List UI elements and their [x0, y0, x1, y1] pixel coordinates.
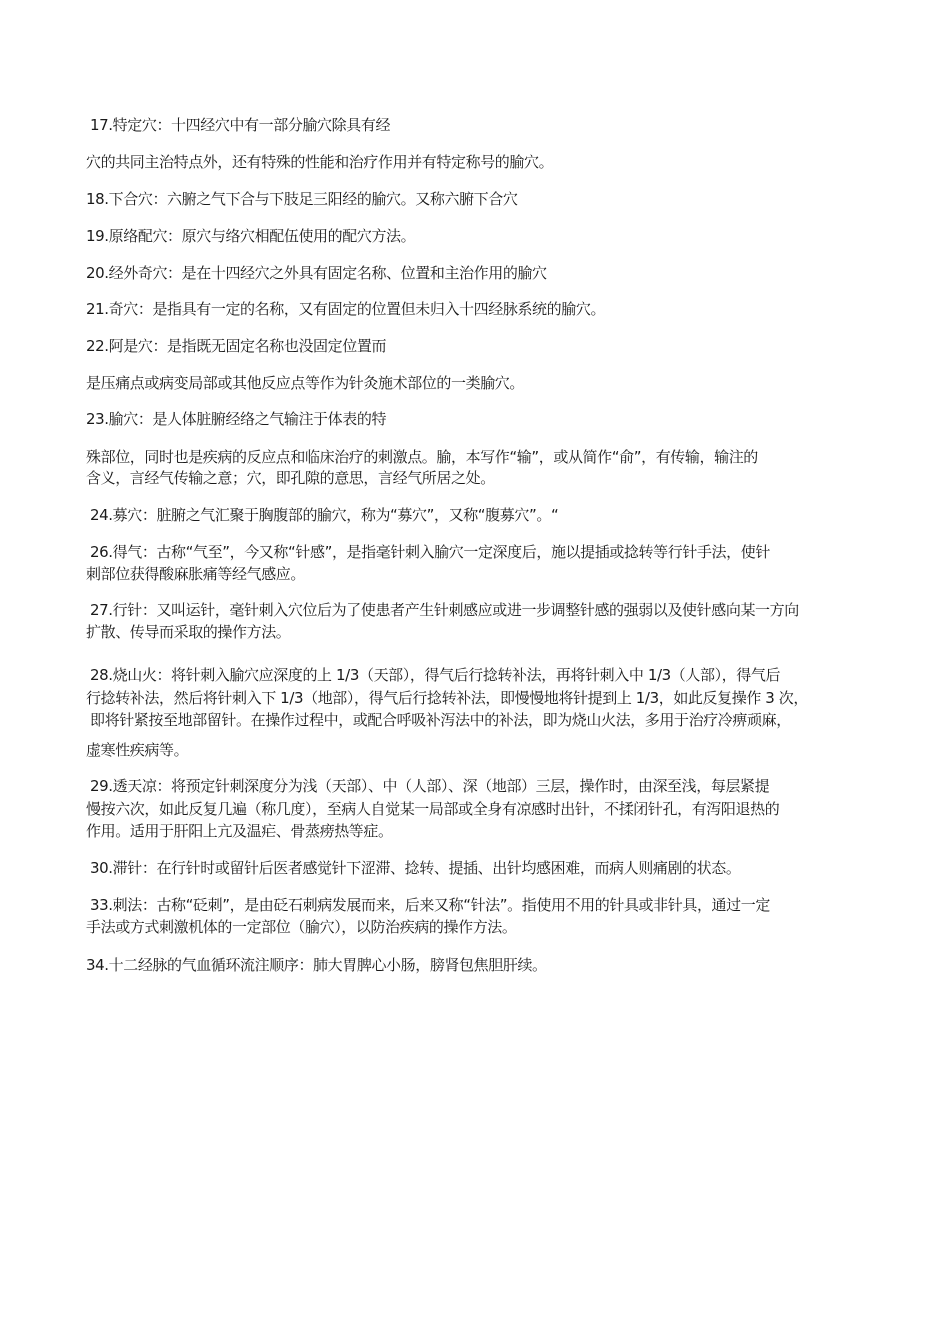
text-line: 18.下合穴：六腑之气下合与下肢足三阳经的腧穴。又称六腑下合穴	[86, 190, 518, 208]
text-line: 26.得气：古称“气至”，今又称“针感”，是指毫针刺入腧穴一定深度后，施以提插或捻转等行针手法，使针	[90, 543, 770, 561]
text-line: 是压痛点或病变局部或其他反应点等作为针灸施术部位的一类腧穴。	[86, 374, 525, 392]
text-line: 含义，言经气传输之意；穴，即孔隙的意思，言经气所居之处。	[86, 469, 495, 487]
text-line: 20.经外奇穴：是在十四经穴之外具有固定名称、位置和主治作用的腧穴	[86, 264, 547, 282]
text-line: 17.特定穴：十四经穴中有一部分腧穴除具有经	[90, 116, 391, 134]
text-line: 作用。适用于肝阳上亢及温疟、骨蒸痨热等症。	[86, 822, 393, 840]
text-line: 23.腧穴：是人体脏腑经络之气输注于体表的特	[86, 410, 387, 428]
text-line: 28.烧山火：将针刺入腧穴应深度的上 1/3（天部），得气后行捻转补法，再将针刺入中 1/3（人部），得气后	[90, 666, 781, 684]
text-line: 33.刺法：古称“砭刺”，是由砭石刺病发展而来，后来又称“针法”。指使用不用的针具或非针具，通过一定	[90, 896, 770, 914]
text-line: 穴的共同主治特点外，还有特殊的性能和治疗作用并有特定称号的腧穴。	[86, 153, 554, 171]
text-line: 即将针紧按至地部留针。在操作过程中，或配合呼吸补泻法中的补法，即为烧山火法，多用于治疗冷痹顽麻，	[90, 711, 791, 729]
text-line: 行捻转补法，然后将针刺入下 1/3（地部），得气后行捻转补法，即慢慢地将针提到上 1/3，如此反复操作 3 次，	[86, 689, 809, 707]
text-line: 刺部位获得酸麻胀痛等经气感应。	[86, 565, 306, 583]
text-line: 手法或方式刺激机体的一定部位（腧穴），以防治疾病的操作方法。	[86, 918, 517, 936]
text-line: 29.透天凉：将预定针刺深度分为浅（天部）、中（人部）、深（地部）三层，操作时，由深至浅，每层紧提	[90, 777, 770, 795]
text-line: 27.行针：又叫运针，毫针刺入穴位后为了使患者产生针刺感应或进一步调整针感的强弱以及使针感向某一方向	[90, 601, 799, 619]
text-line: 19.原络配穴：原穴与络穴相配伍使用的配穴方法。	[86, 227, 416, 245]
text-line: 虚寒性疾病等。	[86, 741, 189, 759]
text-line: 34.十二经脉的气血循环流注顺序：肺大胃脾心小肠，膀肾包焦胆肝续。	[86, 956, 547, 974]
text-line: 扩散、传导而采取的操作方法。	[86, 623, 291, 641]
text-line: 慢按六次，如此反复几遍（称几度），至病人自觉某一局部或全身有凉感时出针，不揉闭针孔，有泻阳退热的	[86, 800, 780, 818]
text-line: 24.募穴：脏腑之气汇聚于胸腹部的腧穴，称为“募穴”，又称“腹募穴”。“	[90, 506, 559, 524]
text-line: 30.滞针：在行针时或留针后医者感觉针下涩滞、捻转、提插、出针均感困难，而病人则痛剧的状态。	[90, 859, 741, 877]
text-line: 22.阿是穴：是指既无固定名称也没固定位置而	[86, 337, 387, 355]
text-line: 21.奇穴：是指具有一定的名称，又有固定的位置但未归入十四经脉系统的腧穴。	[86, 300, 606, 318]
text-line: 殊部位，同时也是疾病的反应点和临床治疗的刺激点。腧，本写作“输”，或从简作“俞”，有传输，输注的	[86, 448, 758, 466]
